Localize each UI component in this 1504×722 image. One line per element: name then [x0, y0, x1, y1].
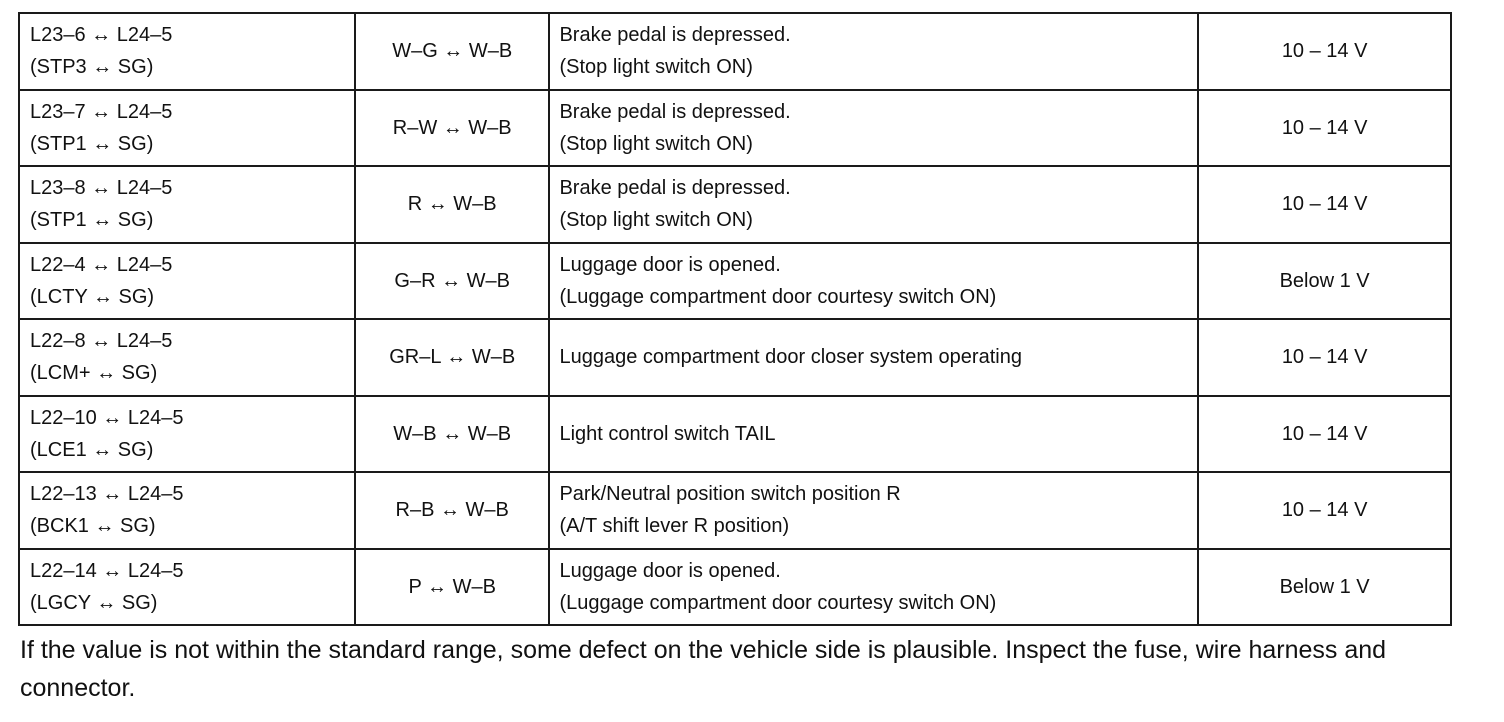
wire-color-cell: R ↔ W–B: [355, 166, 550, 243]
specified-condition-cell: Below 1 V: [1198, 243, 1451, 320]
terminal-symbol: (LCE1 ↔ SG): [30, 438, 154, 461]
table-row: [19, 549, 1451, 626]
terminal-cell: [19, 396, 355, 473]
table-row: [19, 90, 1451, 167]
table-row: [19, 319, 1451, 396]
condition-cell: [549, 13, 1198, 90]
terminal-symbol: (LCTY ↔ SG): [30, 285, 155, 308]
condition-line: Luggage door is opened.: [559, 559, 781, 582]
inspection-note: If the value is not within the standard range, some defect on the vehicle side is plausible. Inspect the fuse, wire harness and connector.: [20, 636, 1387, 702]
condition-note: (Luggage compartment door courtesy switch ON): [559, 285, 997, 308]
terminal-cell: [19, 13, 355, 90]
terminal-symbol: (STP3 ↔ SG): [30, 56, 154, 79]
specified-condition-cell: 10 – 14 V: [1198, 472, 1451, 549]
condition-note: (A/T shift lever R position): [559, 515, 790, 538]
condition-note: (Luggage compartment door courtesy switch ON): [559, 591, 997, 614]
condition-cell: [549, 166, 1198, 243]
terminal-symbol: (LCM+ ↔ SG): [30, 362, 158, 385]
terminal-no: L23–7 ↔ L24–5: [30, 100, 173, 123]
condition-cell: [549, 549, 1198, 626]
terminal-no: L22–8 ↔ L24–5: [30, 330, 173, 353]
condition-cell: [549, 396, 1198, 473]
condition-line: Brake pedal is depressed.: [559, 177, 791, 200]
wire-color-cell: R–B ↔ W–B: [355, 472, 550, 549]
table-row: [19, 243, 1451, 320]
condition-cell: [549, 472, 1198, 549]
condition-line: Park/Neutral position switch position R: [559, 483, 901, 506]
terminal-no: L22–13 ↔ L24–5: [30, 483, 184, 506]
condition-cell: [549, 319, 1198, 396]
specified-condition-cell: 10 – 14 V: [1198, 90, 1451, 167]
terminal-symbol: (STP1 ↔ SG): [30, 209, 154, 232]
condition-line: Light control switch TAIL: [559, 422, 776, 445]
terminal-cell: [19, 549, 355, 626]
specified-condition-cell: Below 1 V: [1198, 549, 1451, 626]
terminal-no: L22–14 ↔ L24–5: [30, 559, 184, 582]
specified-condition-cell: 10 – 14 V: [1198, 13, 1451, 90]
terminal-cell: [19, 243, 355, 320]
wire-color-cell: W–G ↔ W–B: [355, 13, 550, 90]
specified-condition-cell: 10 – 14 V: [1198, 166, 1451, 243]
table-row: [19, 472, 1451, 549]
condition-note: (Stop light switch ON): [559, 132, 753, 155]
terminal-cell: [19, 472, 355, 549]
table-row: [19, 166, 1451, 243]
terminal-symbol: (LGCY ↔ SG): [30, 591, 158, 614]
specified-condition-cell: 10 – 14 V: [1198, 319, 1451, 396]
condition-line: Luggage door is opened.: [559, 253, 781, 276]
terminal-no: L22–4 ↔ L24–5: [30, 253, 173, 276]
condition-note: (Stop light switch ON): [559, 56, 753, 79]
terminal-voltage-table: [18, 12, 1452, 626]
terminal-no: L23–8 ↔ L24–5: [30, 177, 173, 200]
terminal-cell: [19, 166, 355, 243]
condition-note: (Stop light switch ON): [559, 209, 753, 232]
terminal-no: L22–10 ↔ L24–5: [30, 406, 184, 429]
wire-color-cell: GR–L ↔ W–B: [355, 319, 550, 396]
condition-line: Brake pedal is depressed.: [559, 24, 791, 47]
condition-line: Brake pedal is depressed.: [559, 100, 791, 123]
condition-cell: [549, 90, 1198, 167]
terminal-cell: [19, 90, 355, 167]
condition-cell: [549, 243, 1198, 320]
terminal-cell: [19, 319, 355, 396]
table-row: [19, 396, 1451, 473]
wire-color-cell: R–W ↔ W–B: [355, 90, 550, 167]
terminal-symbol: (BCK1 ↔ SG): [30, 515, 156, 538]
condition-line: Luggage compartment door closer system operating: [559, 346, 1022, 369]
wire-color-cell: P ↔ W–B: [355, 549, 550, 626]
wire-color-cell: G–R ↔ W–B: [355, 243, 550, 320]
wire-color-cell: W–B ↔ W–B: [355, 396, 550, 473]
specified-condition-cell: 10 – 14 V: [1198, 396, 1451, 473]
table-row: [19, 13, 1451, 90]
terminal-no: L23–6 ↔ L24–5: [30, 24, 173, 47]
terminal-symbol: (STP1 ↔ SG): [30, 132, 154, 155]
